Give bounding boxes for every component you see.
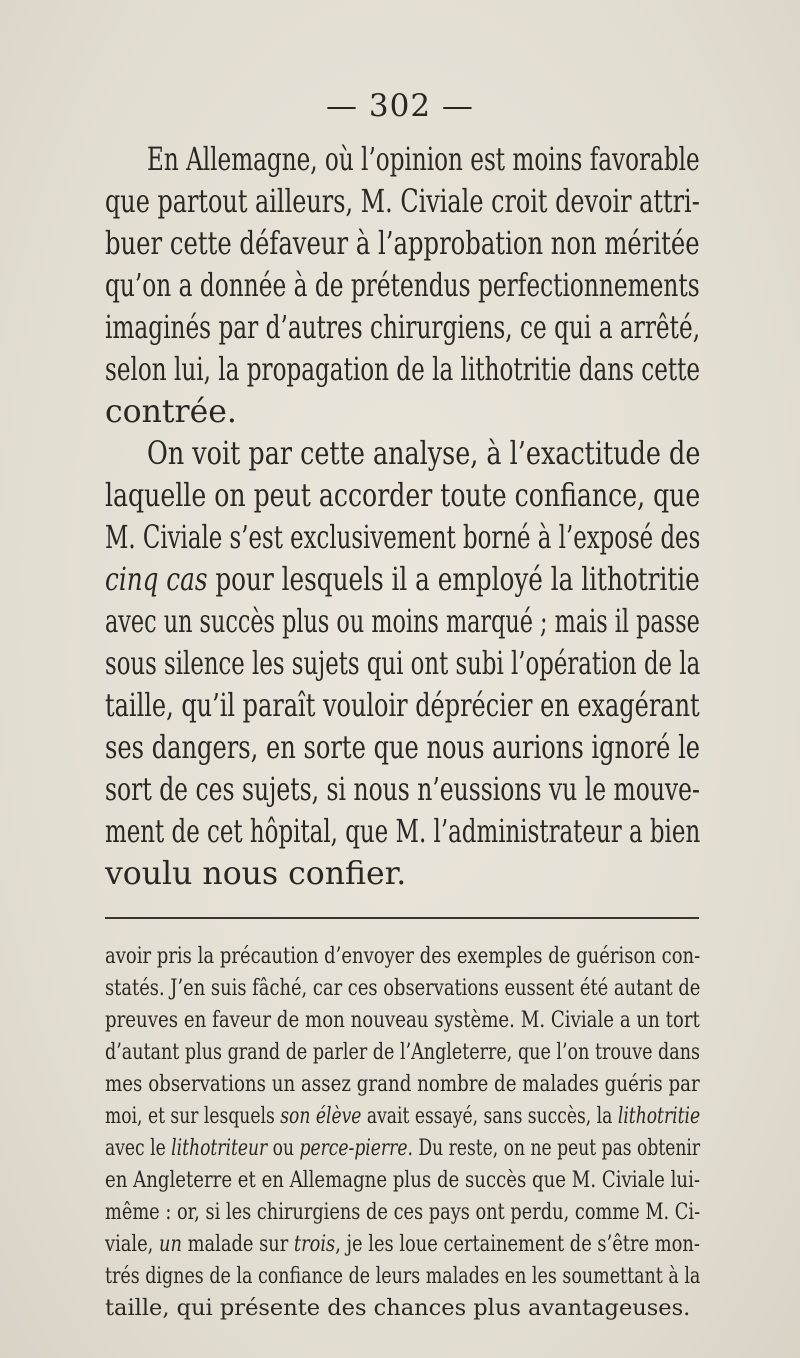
footnote-line: statés. J’en suis fâché, car ces observations eussent été autant de xyxy=(105,975,701,1001)
text-line: qu’on a donnée à de prétendus perfectionnements xyxy=(105,268,700,304)
text-line: cinq cas pour lesquels il a employé la lithotritie xyxy=(105,562,700,598)
text-line: ses dangers, en sorte que nous aurions ignoré le xyxy=(105,730,701,766)
footnote-line: d’autant plus grand de parler de l’Angleterre, que l’on trouve dans xyxy=(105,1039,701,1065)
text-line: ment de cet hôpital, que M. l’administrateur a bien xyxy=(105,814,701,850)
text-line: contrée. xyxy=(105,394,237,430)
footnote-line: même : or, si les chirurgiens de ces pays ont perdu, comme M. Ci- xyxy=(105,1199,701,1225)
text-line: avec un succès plus ou moins marqué ; mais il passe xyxy=(105,604,700,640)
footnote-line: avoir pris la précaution d’envoyer des exemples de guérison con- xyxy=(105,943,701,969)
text-line: selon lui, la propagation de la lithotritie dans cette xyxy=(105,352,701,388)
footnote-rule xyxy=(105,917,699,919)
text-line: On voit par cette analyse, à l’exactitude de xyxy=(147,436,701,472)
text-line: laquelle on peut accorder toute confiance, que xyxy=(105,478,701,514)
text-line: En Allemagne, où l’opinion est moins favorable xyxy=(147,142,700,178)
text-line: sous silence les sujets qui ont subi l’opération de la xyxy=(105,646,701,682)
footnote-line: moi, et sur lesquels son élève avait essayé, sans succès, la lithotritie xyxy=(105,1103,701,1129)
text-line: buer cette défaveur à l’approbation non méritée xyxy=(105,226,700,262)
footnote-line: preuves en faveur de mon nouveau système. M. Civiale a un tort xyxy=(105,1007,700,1033)
text-line: imaginés par d’autres chirurgiens, ce qui a arrêté, xyxy=(105,310,701,346)
text-line: que partout ailleurs, M. Civiale croit devoir attri- xyxy=(105,184,700,220)
text-line: M. Civiale s’est exclusivement borné à l’exposé des xyxy=(105,520,701,556)
footnote-line: avec le lithotriteur ou perce-pierre. Du reste, on ne peut pas obtenir xyxy=(105,1135,701,1161)
text-line: voulu nous confier. xyxy=(105,856,407,892)
footnote-line: viale, un malade sur trois, je les loue certainement de s’être mon- xyxy=(105,1231,700,1257)
footnote-line: taille, qui présente des chances plus avantageuses. xyxy=(105,1295,691,1321)
footnote-line: trés dignes de la confiance de leurs malades en les soumettant à la xyxy=(105,1263,701,1289)
page-number: — 302 — xyxy=(326,88,474,124)
footnote-line: mes observations un assez grand nombre de malades guéris par xyxy=(105,1071,700,1097)
text-line: taille, qu’il paraît vouloir déprécier en exagérant xyxy=(105,688,700,724)
text-line: sort de ces sujets, si nous n’eussions vu le mouve- xyxy=(105,772,700,808)
footnote-line: en Angleterre et en Allemagne plus de succès que M. Civiale lui- xyxy=(105,1167,700,1193)
